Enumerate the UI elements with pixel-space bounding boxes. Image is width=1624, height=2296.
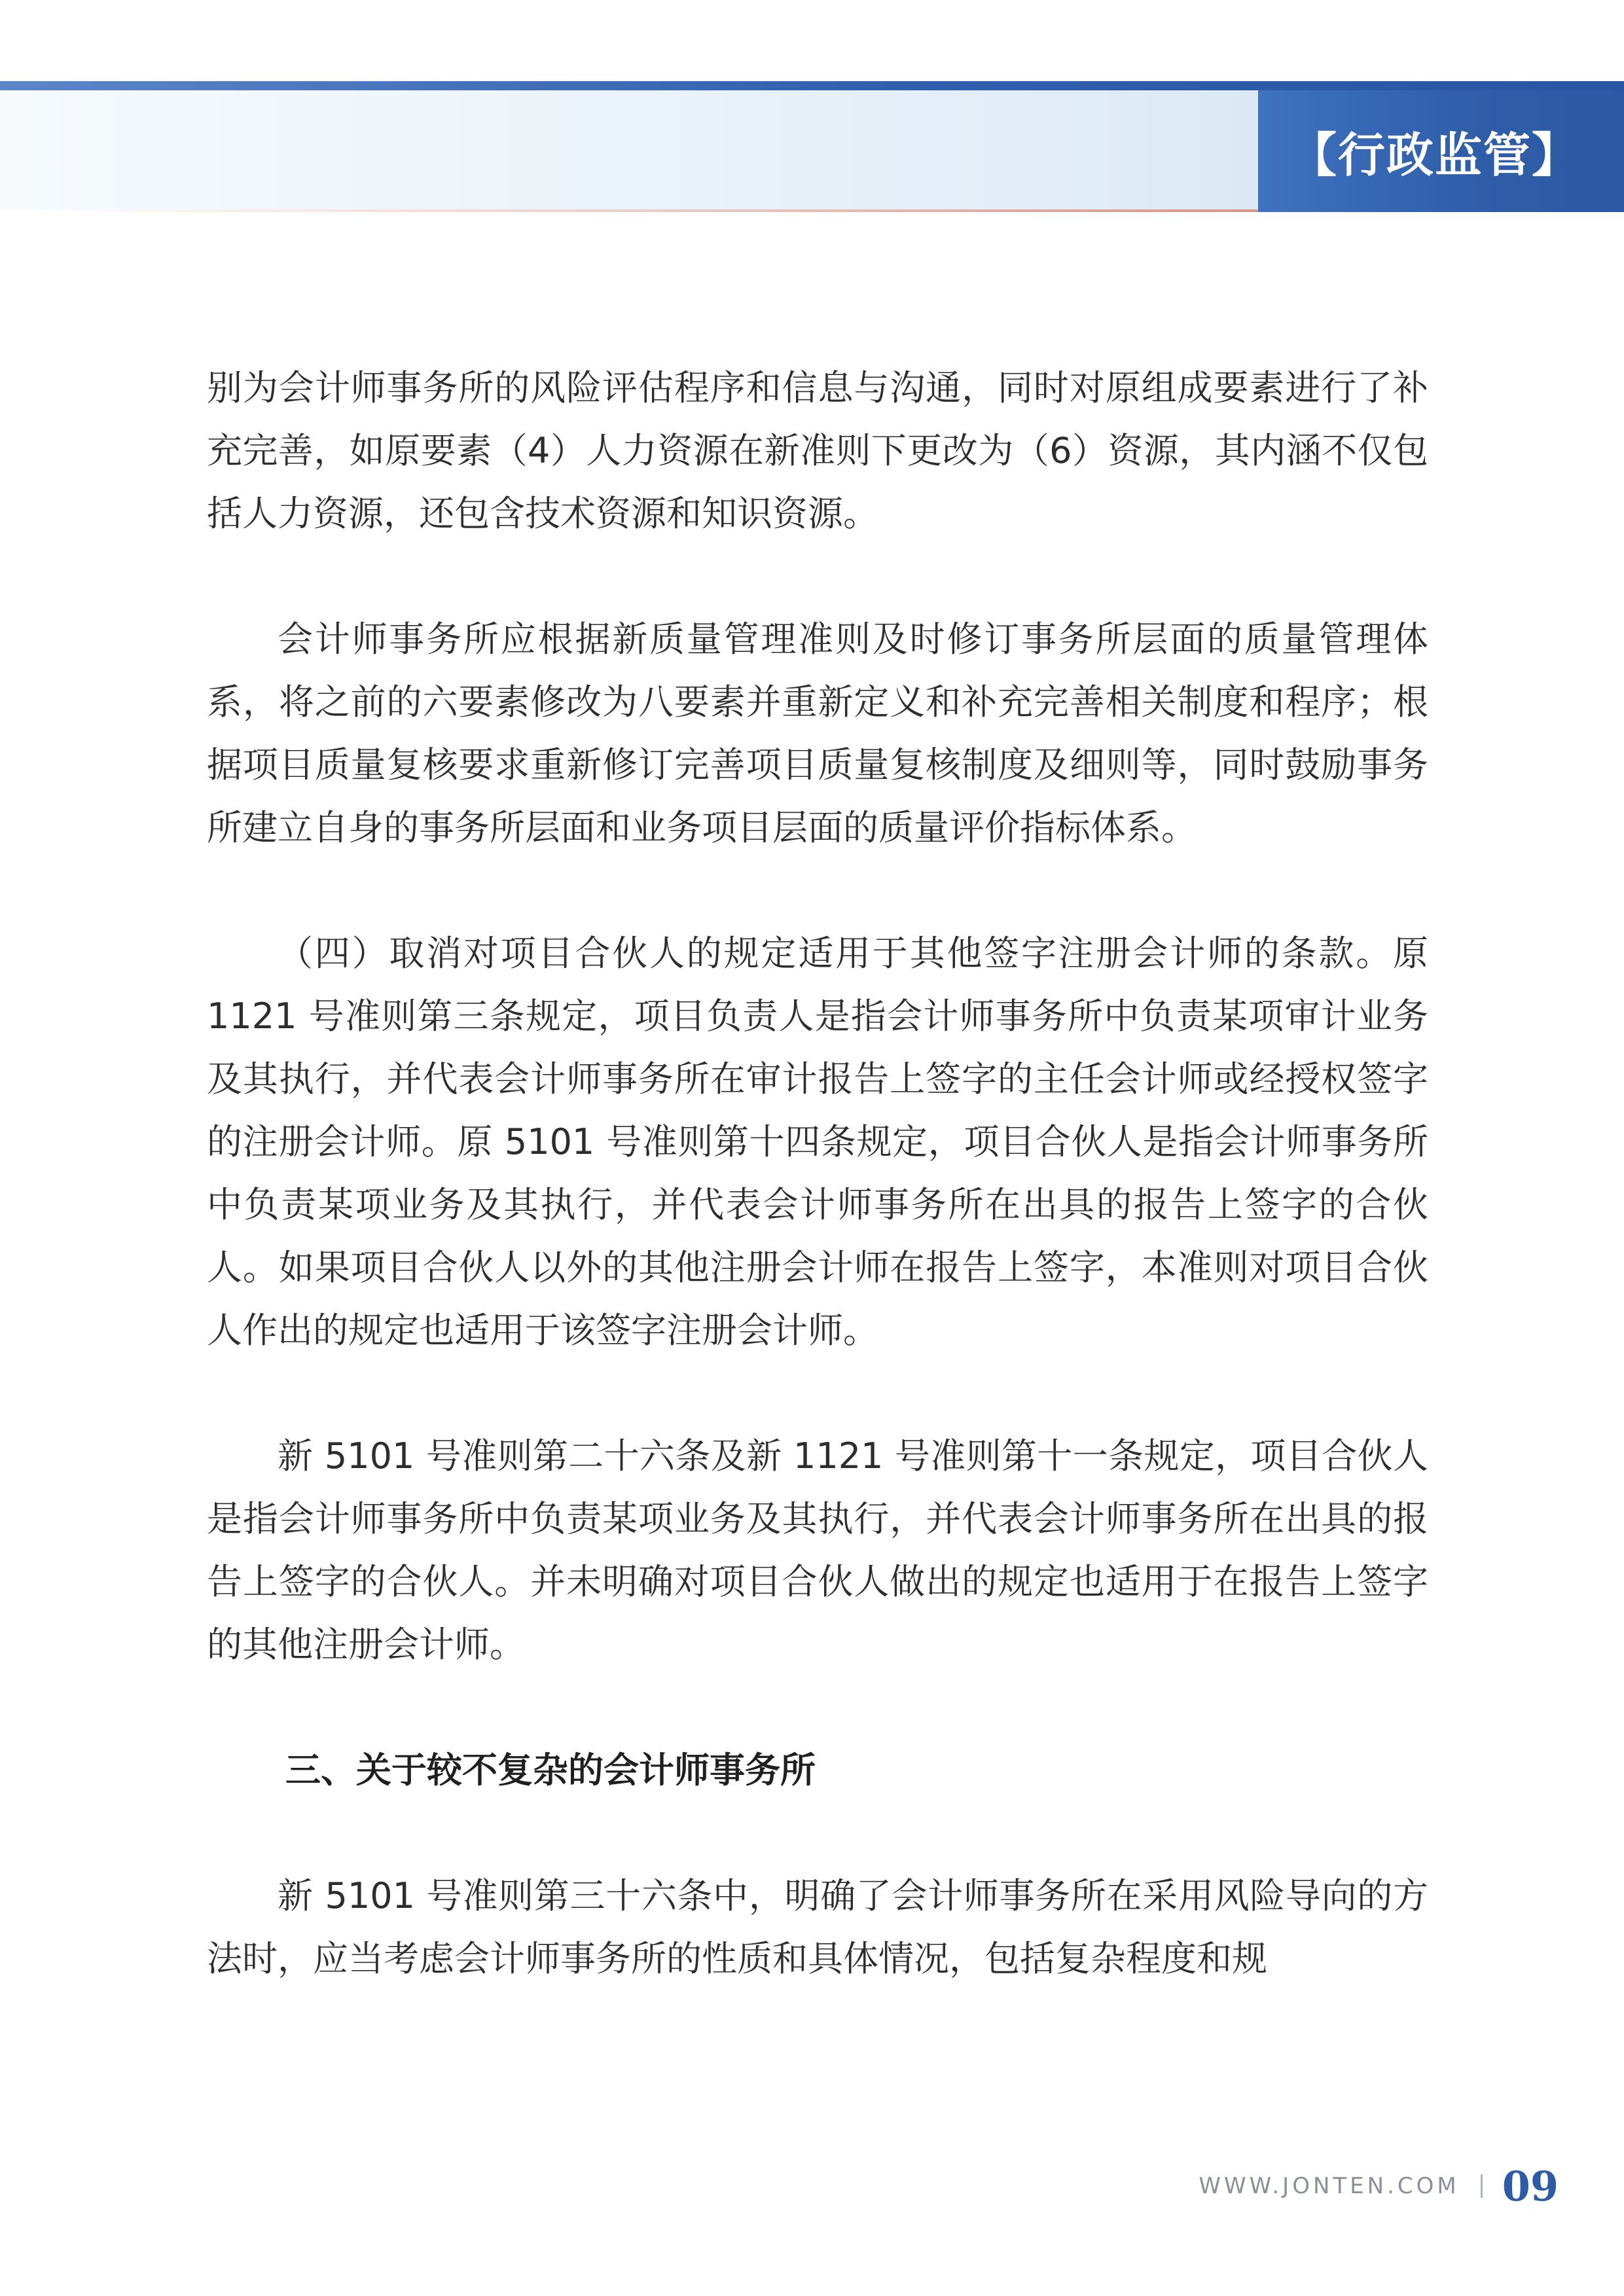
footer-divider (1481, 2174, 1483, 2198)
article-body (207, 357, 1428, 2053)
header-accent-line (26, 209, 1258, 212)
paragraph-3: （四）取消对项目合伙人的规定适用于其他签字注册会计师的条款。原 1121 号准则第三条规定，项目负责人是指会计师事务所中负责某项审计业务及其执行，并代表会计师事务所在审计报告上签字的主任会计师或经授权签字的注册会计师。原 5101 号准则第十四条规定，项目合伙人是指会计师事务所中负责某项业务及其执行，并代表会计师事务所在出具的报告上签字的合伙人。如果项目合伙人以外的其他注册会计师在报告上签字，本准则对项目合伙人作出的规定也适用于该签字注册会计师。 (207, 933, 1428, 1351)
paragraph-5: 新 5101 号准则第三十六条中，明确了会计师事务所在采用风险导向的方法时，应当考虑会计师事务所的性质和具体情况，包括复杂程度和规 (207, 1875, 1428, 1979)
paragraph-4: 新 5101 号准则第二十六条及新 1121 号准则第十一条规定，项目合伙人是指会计师事务所中负责某项业务及其执行，并代表会计师事务所在出具的报告上签字的合伙人。并未明确对项目合伙人做出的规定也适用于在报告上签字的其他注册会计师。 (207, 1435, 1428, 1665)
section-tab (1258, 90, 1624, 212)
section-heading-3: 三、关于较不复杂的会计师事务所 (285, 1749, 816, 1791)
page-number: 09 (1502, 2162, 1559, 2210)
header-band (0, 90, 1258, 209)
section-tab-label: 【行政监管】 (1290, 127, 1581, 183)
footer-website: WWW.JONTEN.COM (1199, 2173, 1460, 2199)
header-top-line (0, 81, 1624, 90)
paragraph-2: 会计师事务所应根据新质量管理准则及时修订事务所层面的质量管理体系，将之前的六要素修改为八要素并重新定义和补充完善相关制度和程序；根据项目质量复核要求重新修订完善项目质量复核制度及细则等，同时鼓励事务所建立自身的事务所层面和业务项目层面的质量评价指标体系。 (207, 619, 1428, 848)
paragraph-1: 别为会计师事务所的风险评估程序和信息与沟通，同时对原组成要素进行了补充完善，如原要素（4）人力资源在新准则下更改为（6）资源，其内涵不仅包括人力资源，还包含技术资源和知识资源。 (207, 367, 1428, 534)
page-footer (1199, 2160, 1559, 2212)
